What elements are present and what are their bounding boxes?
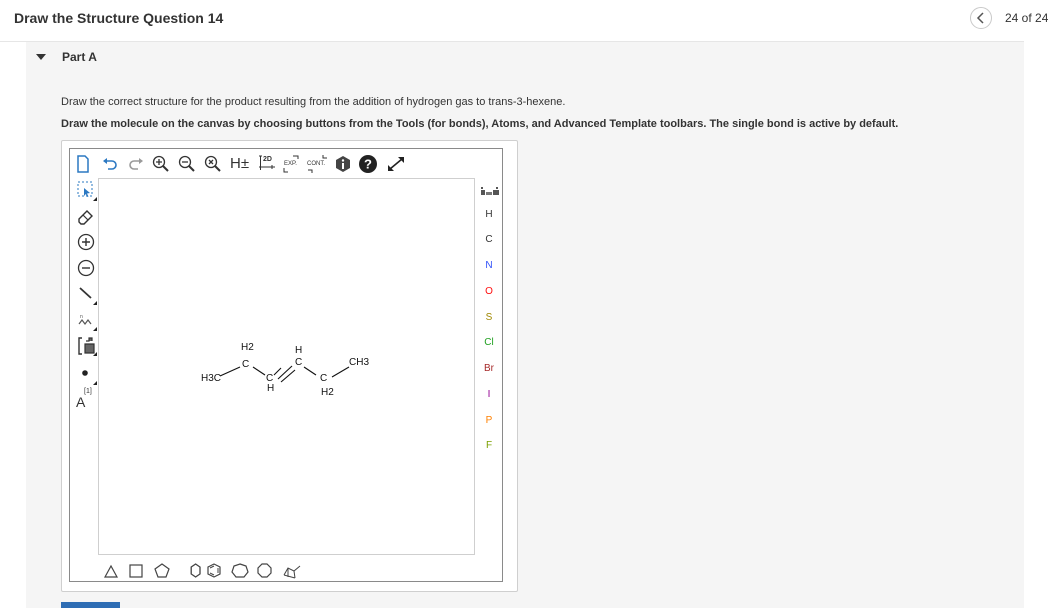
atom-button-i[interactable]: I bbox=[487, 389, 491, 400]
benzene-template-icon[interactable] bbox=[208, 564, 220, 577]
atom-button-h[interactable]: H bbox=[485, 209, 493, 220]
chair-template-icon[interactable] bbox=[284, 566, 300, 578]
clean-2d-button[interactable] bbox=[257, 153, 277, 173]
zoom-in-icon[interactable] bbox=[152, 155, 170, 173]
atom-button-n[interactable]: N bbox=[485, 260, 493, 271]
label-c1: C bbox=[242, 359, 250, 370]
part-header[interactable] bbox=[26, 42, 1024, 84]
atom-button-o[interactable]: O bbox=[485, 286, 493, 297]
label-h-bottom: H bbox=[267, 383, 275, 394]
drawing-canvas[interactable] bbox=[98, 178, 475, 555]
cyclohexane-template-icon[interactable] bbox=[191, 564, 200, 577]
clean-2d-label: 2D bbox=[263, 156, 272, 163]
svg-text:n: n bbox=[80, 314, 83, 320]
periodic-table-icon[interactable] bbox=[481, 186, 499, 196]
submit-button[interactable] bbox=[61, 602, 120, 608]
expand-button[interactable] bbox=[282, 153, 302, 173]
atom-label-tool[interactable] bbox=[76, 388, 98, 410]
label-ch3: CH3 bbox=[349, 357, 370, 368]
lasso-select-icon[interactable] bbox=[76, 180, 98, 202]
cyclobutane-template-icon[interactable] bbox=[130, 565, 142, 577]
cycloheptane-template-icon[interactable] bbox=[232, 564, 248, 577]
label-h-top: H bbox=[295, 345, 303, 356]
charge-minus-icon[interactable] bbox=[76, 258, 96, 278]
single-bond-icon[interactable] bbox=[76, 284, 98, 306]
charge-label: [1] bbox=[84, 388, 92, 395]
charge-plus-icon[interactable] bbox=[76, 232, 96, 252]
question-text: Draw the correct structure for the product resulting from the addition of hydrogen gas to trans-3-hexene. bbox=[61, 96, 566, 108]
atom-tool-label: A bbox=[76, 394, 86, 410]
reaction-arrow-icon[interactable] bbox=[76, 364, 98, 386]
part-label: Part A bbox=[62, 50, 97, 64]
chevron-left-icon bbox=[976, 12, 986, 24]
previous-button[interactable] bbox=[970, 7, 992, 29]
eraser-icon[interactable] bbox=[76, 206, 96, 226]
templates-toolbar bbox=[102, 562, 302, 580]
caret-down-icon[interactable] bbox=[36, 54, 46, 60]
hydrogen-toggle-button[interactable]: H± bbox=[230, 155, 250, 172]
help-icon[interactable] bbox=[358, 154, 378, 174]
page-count: 24 of 24 bbox=[1005, 11, 1048, 25]
new-document-icon[interactable] bbox=[76, 155, 90, 173]
cyclopentane-template-icon[interactable] bbox=[155, 564, 169, 577]
page-title: Draw the Structure Question 14 bbox=[14, 10, 224, 26]
molecule-drawing bbox=[99, 179, 476, 556]
expand-label: EXP. bbox=[284, 161, 297, 167]
molecule-bonds bbox=[220, 366, 349, 382]
redo-icon[interactable] bbox=[128, 157, 144, 171]
label-c4: C bbox=[320, 373, 328, 384]
cyclopropane-template-icon[interactable] bbox=[105, 566, 117, 577]
header bbox=[0, 0, 1048, 42]
atom-button-f[interactable]: F bbox=[485, 440, 493, 451]
undo-icon[interactable] bbox=[102, 157, 118, 171]
label-h2-bottom: H2 bbox=[321, 387, 334, 398]
svg-text:?: ? bbox=[364, 156, 372, 172]
contract-label: CONT. bbox=[307, 161, 325, 167]
label-h3c: H3C bbox=[201, 373, 222, 384]
atom-button-s[interactable]: S bbox=[485, 312, 493, 323]
atom-button-c[interactable]: C bbox=[485, 234, 493, 245]
s-group-icon[interactable] bbox=[76, 335, 98, 357]
atom-button-p[interactable]: P bbox=[485, 415, 493, 426]
atom-button-br[interactable]: Br bbox=[484, 363, 494, 374]
zoom-reset-icon[interactable] bbox=[204, 155, 222, 173]
label-c2: C bbox=[266, 373, 274, 384]
label-h2-top: H2 bbox=[241, 342, 254, 353]
fullscreen-icon[interactable] bbox=[386, 155, 406, 173]
label-c3: C bbox=[295, 357, 303, 368]
chain-icon[interactable] bbox=[76, 310, 98, 332]
atom-button-cl[interactable]: Cl bbox=[484, 337, 494, 348]
zoom-out-icon[interactable] bbox=[178, 155, 196, 173]
contract-button[interactable] bbox=[306, 153, 330, 173]
cyclooctane-template-icon[interactable] bbox=[258, 564, 271, 577]
instructions-text: Draw the molecule on the canvas by choosing buttons from the Tools (for bonds), Atoms, and Advanced Template toolbars. The single bond is active by default. bbox=[61, 118, 899, 130]
info-icon[interactable] bbox=[334, 155, 352, 173]
